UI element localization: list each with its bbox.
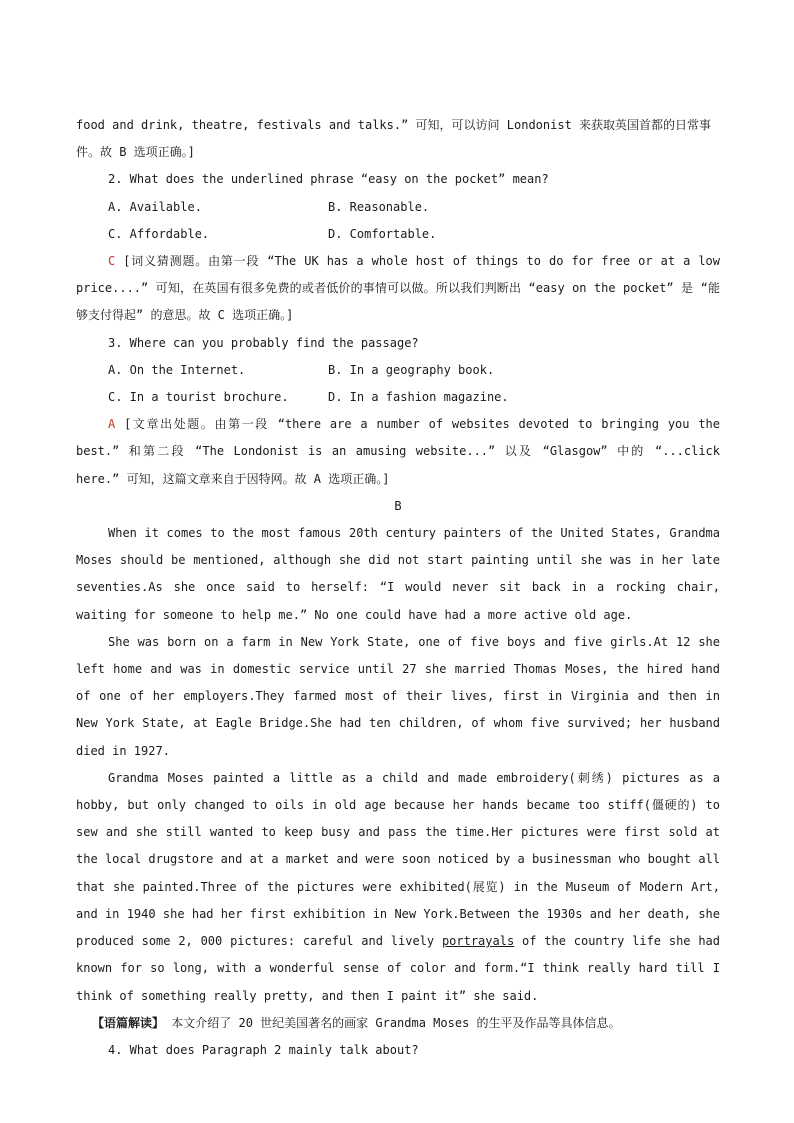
option-a: A. Available. [108,199,202,214]
option-c: C. Affordable. [108,226,210,241]
question-3-stem: 3. Where can you probably find the passage? [108,335,419,350]
question-4-stem: 4. What does Paragraph 2 mainly talk about? [108,1042,419,1057]
summary-label: 【语篇解读】 [92,1015,165,1030]
question-2-stem: 2. What does the underlined phrase “easy on the pocket” mean? [108,172,549,187]
answer-explanation: [文章出处题。由第一段 “there are a number of websites devoted to bringing you the best.” 和第二段 “The Londonist is an amusing website...” 以及 “Glasgow” 中的 “...click here.” 可知，这篇文章来自于因特网。故 A 选项正确。] [76,417,720,486]
summary [76,1010,720,1037]
option-b: B. Reasonable. [328,199,430,214]
passage-paragraph-1: When it comes to the most famous 20th century painters of the United States, Grandma Moses should be mentioned, although she did not start painting until she was in her late seventies.As she once said to herself: “I would never sit back in a rocking chair, waiting for someone to help me.” No one could have had a more active old age. [76,526,720,622]
answer-explanation: [词义猜测题。由第一段 “The UK has a whole host of things to do for free or at a low price....” 可知，在英国有很多免费的或者低价的事情可以做。所以我们判断出 “easy on the pocket” 是 “能够支付得起” 的意思。故 C 选项正确。] [76,254,720,323]
option-d: D. In a fashion magazine. [328,390,509,405]
paragraph-text: of the country life she had known for so long, with a wonderful sense of color and form.“I think really hard till I think of something really pretty, and then I paint it” she said. [76,934,720,1003]
answer-letter: A [108,417,116,432]
summary-text: 本文介绍了 20 世纪美国著名的画家 Grandma Moses 的生平及作品等具体信息。 [171,1015,621,1030]
paragraph-text: Grandma Moses painted a little as a child and made embroidery(刺绣) pictures as a hobby, but only changed to oils in old age because her hands became too stiff(僵硬的) to sew and she still wanted to keep busy and pass the time.Her pictures were first sold at the local drugstore and at a market and were soon noticed by a businessman who bought all that she painted.Three of the pictures were exhibited(展览) in the Museum of Modern Art, and in 1940 she had her first exhibition in New York.Between the 1930s and her death, she produced some 2, 000 pictures: careful and lively [76,770,720,949]
text-line: 件。故 B 选项正确。] [76,145,195,160]
question-2-answer [76,248,720,330]
question-3-answer [76,411,720,493]
answer-explanation-q1-continued [76,112,720,166]
passage-paragraph-2: She was born on a farm in New York State, one of five boys and five girls.At 12 she left home and was in domestic service until 27 she married Thomas Moses, the hired hand of one of her employers.They farmed most of their lives, first in Virginia and then in New York State, at Eagle Bridge.She had ten children, of whom five survived; her husband died in 1927. [76,634,720,758]
underlined-word: portrayals [441,934,515,949]
option-d: D. Comfortable. [328,226,437,241]
question-2-options-row-2 [76,221,720,248]
document-page [76,112,720,1064]
question-3-options-row-2 [76,384,720,411]
passage-paragraph-3 [76,765,720,1010]
option-c: C. In a tourist brochure. [108,390,289,405]
option-a: A. On the Internet. [108,362,246,377]
question-2-options-row-1 [76,194,720,221]
section-label: B [394,498,402,513]
option-b: B. In a geography book. [328,362,495,377]
answer-letter: C [108,254,116,269]
question-3-options-row-1 [76,357,720,384]
text-line: food and drink, theatre, festivals and talks.” 可知，可以访问 Londonist 来获取英国首都的日常事 [76,118,712,132]
